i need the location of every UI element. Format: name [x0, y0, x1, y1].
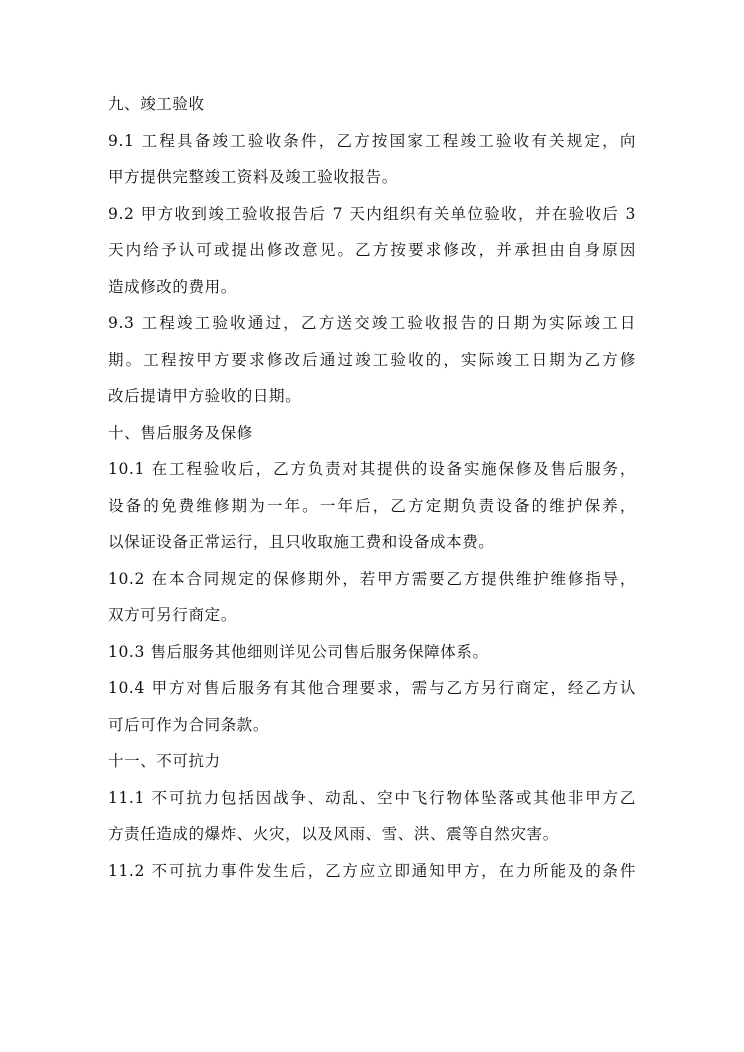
paragraph-line: 可后可作为合同条款。: [108, 715, 270, 734]
paragraph-line: 造成修改的费用。: [108, 277, 237, 296]
paragraph-line: 设备的免费维修期为一年。一年后，乙方定期负责设备的维护保养，: [108, 496, 636, 515]
paragraph-line: 10.4 甲方对售后服务有其他合理要求，需与乙方另行商定，经乙方认: [108, 679, 636, 697]
paragraph-line: 以保证设备正常运行，且只收取施工费和设备成本费。: [108, 533, 495, 551]
paragraph-line: 10.3 售后服务其他细则详见公司售后服务保障体系。: [108, 642, 489, 661]
document-page: [108, 86, 636, 889]
paragraph-line: 11.1 不可抗力包括因战争、动乱、空中飞行物体坠落或其他非甲方乙: [108, 788, 636, 807]
paragraph-line: 方责任造成的爆炸、火灾，以及风雨、雪、洪、震等自然灾害。: [108, 825, 559, 843]
paragraph-line: 9.3 工程竣工验收通过，乙方送交竣工验收报告的日期为实际竣工日: [108, 314, 636, 332]
paragraph-line: 甲方提供完整竣工资料及竣工验收报告。: [108, 168, 398, 186]
section-heading-10: 十、售后服务及保修: [108, 423, 253, 442]
paragraph-line: 双方可另行商定。: [108, 606, 237, 624]
section-heading-9: 九、竣工验收: [108, 95, 205, 113]
paragraph-line: 9.1 工程具备竣工验收条件，乙方按国家工程竣工验收有关规定，向: [108, 131, 636, 150]
paragraph-line: 期。工程按甲方要求修改后通过竣工验收的，实际竣工日期为乙方修: [108, 350, 636, 369]
paragraph-line: 改后提请甲方验收的日期。: [108, 387, 302, 405]
paragraph-line: 10.2 在本合同规定的保修期外，若甲方需要乙方提供维护维修指导，: [108, 569, 636, 588]
paragraph-line: 11.2 不可抗力事件发生后，乙方应立即通知甲方，在力所能及的条件: [108, 861, 636, 880]
section-heading-11: 十一、不可抗力: [108, 752, 221, 770]
paragraph-line: 天内给予认可或提出修改意见。乙方按要求修改，并承担由自身原因: [108, 241, 636, 259]
paragraph-line: 9.2 甲方收到竣工验收报告后 7 天内组织有关单位验收，并在验收后 3: [108, 204, 636, 223]
paragraph-line: 10.1 在工程验收后，乙方负责对其提供的设备实施保修及售后服务，: [108, 460, 636, 478]
